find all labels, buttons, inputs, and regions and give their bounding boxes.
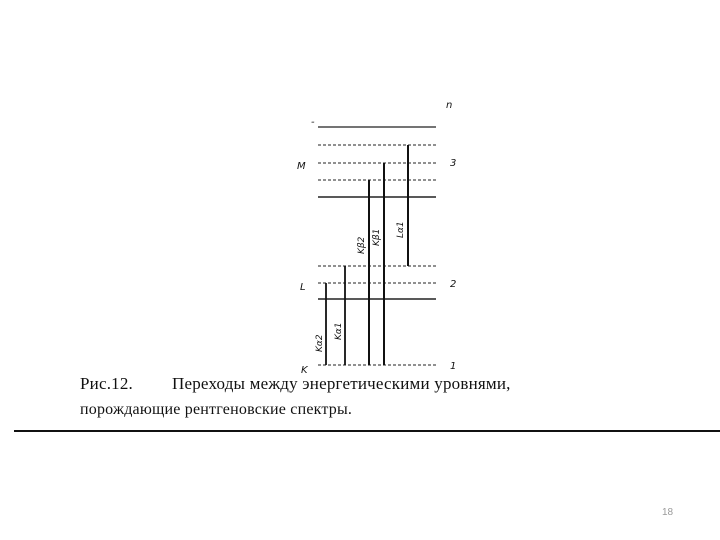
transition-label-k-alpha-1: Kα1 bbox=[334, 322, 344, 340]
level-label-k: K bbox=[301, 365, 308, 376]
level-label-3: 3 bbox=[450, 158, 457, 169]
transition-label-l-alpha-1: Lα1 bbox=[396, 221, 406, 238]
transition-label-k-beta-2: Kβ2 bbox=[357, 236, 367, 254]
level-label-l: L bbox=[300, 282, 306, 293]
level-label-top: - bbox=[311, 117, 315, 128]
level-label-m: M bbox=[297, 161, 306, 172]
level-label-n: n bbox=[446, 100, 453, 111]
transition-label-k-beta-1: Kβ1 bbox=[372, 228, 382, 246]
figure-number: Рис.12. bbox=[80, 374, 133, 393]
level-label-1: 1 bbox=[450, 361, 457, 372]
figure-title: Переходы между энергетическими уровнями, bbox=[172, 374, 511, 393]
page-number: 18 bbox=[662, 507, 674, 518]
horizontal-rule bbox=[14, 430, 720, 432]
figure-caption bbox=[80, 374, 511, 394]
level-label-2: 2 bbox=[450, 279, 457, 290]
transition-label-k-alpha-2: Kα2 bbox=[315, 334, 325, 352]
figure-caption-continuation: порождающие рентгеновские спектры. bbox=[80, 401, 353, 418]
